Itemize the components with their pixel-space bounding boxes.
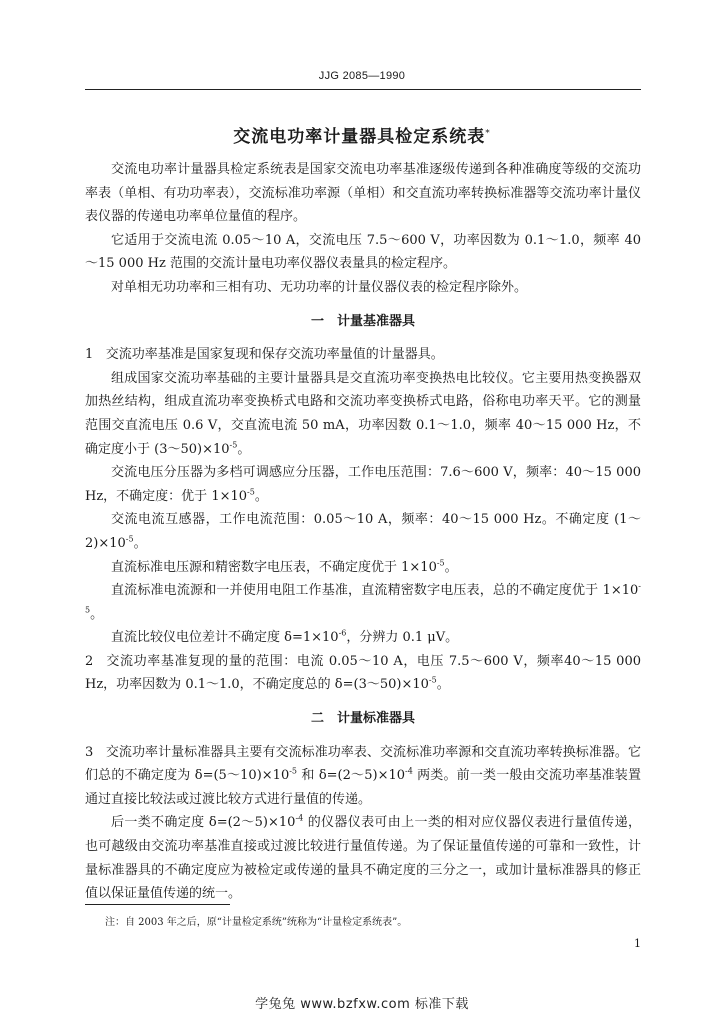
paragraph-current-transformer: 交流电流互感器，工作电流范围：0.05～10 A，频率：40～15 000 Hz。不确定度 $(1\sim 2)\times 10^{-5}$。 — [85, 512, 641, 551]
document-body — [85, 158, 641, 906]
document-title — [0, 122, 724, 147]
clause-1 — [85, 343, 641, 367]
clause-3: 3 交流功率计量标准器具主要有交流标准功率表、交流标准功率源和交直流功率转换标准器。它们总的不确定度为 $\delta=(5\sim 10)\times 10^{-5}$ 和 $\delta=(2\sim 5)\times 10^{-4}$ 两类。前一类一般由交流功率基准装置通过直接比较法或过渡比较方式进行量值的传递。 — [85, 741, 641, 812]
clause-2-number: 2 — [85, 653, 94, 669]
footnote-divider — [85, 904, 230, 905]
header-divider — [85, 89, 641, 90]
paragraph-standard-composition: 组成国家交流功率基础的主要计量器具是交直流功率变换热电比较仪。它主要用热变换器双加热丝结构，组成直流功率变换桥式电路和交流功率变换桥式电路，俗称电功率天平。它的测量范围交直流电压 0.6 V，交直流电流 50 mA，功率因数 0.1～1.0，频率 40～15 000 Hz，不确定度小于 $(3\sim 50)\times 10^{-5}$。 — [85, 370, 641, 457]
paragraph-voltage-divider: 交流电压分压器为多档可调感应分压器，工作电压范围：7.6～600 V，频率：40～15 000 Hz，不确定度：优于 $1\times 10^{-5}$。 — [85, 465, 641, 504]
clause-1-number: 1 — [85, 347, 94, 363]
intro-paragraph-3: 对单相无功功率和三相有功、无功功率的计量仪器仪表的检定程序除外。 — [111, 279, 528, 295]
page-number: 1 — [634, 937, 641, 950]
intro-paragraph-1: 交流电功率计量器具检定系统表是国家交流电功率基准逐级传递到各种准确度等级的交流功率表（单相、有功功率表），交流标准功率源（单相）和交直流功率转换标准器等交流功率计量仪表仪器的传递电功率单位量值的程序。 — [85, 162, 641, 225]
standard-code-header: JJG 2085—1990 — [318, 70, 406, 82]
section-2-heading: 二 计量标准器具 — [310, 711, 415, 727]
paragraph-second-class: 后一类不确定度 $\delta=(2\sim 5)\times 10^{-4}$ 的仪器仪表可由上一类的相对应仪器仪表进行量值传递，也可越级由交流功率基准直接或过渡比较进行量值传递。为了保证量值传递的可靠和一致性，计量标准器具的不确定度应为被检定或传递的量具不确定度的三分之一，或加计量标准器具的修正值以保证量值传递的统一。 — [85, 814, 641, 902]
title-text: 交流电功率计量器具检定系统表 — [233, 127, 486, 147]
title-footnote-mark: * — [485, 128, 491, 139]
intro-paragraph-2: 它适用于交流电流 0.05～10 A，交流电压 7.5～600 V，功率因数为 0.1～1.0，频率 40～15 000 Hz 范围的交流计量电功率仪器仪表量具的检定程序。 — [85, 232, 641, 272]
section-1-heading: 一 计量基准器具 — [310, 313, 415, 329]
clause-2: 2 交流功率基准复现的量的范围：电流 0.05～10 A，电压 7.5～600 V，频率40～15 000 Hz，功率因数为 0.1～1.0，不确定度总的 $\delta=(3\sim 50)\times 10^{-5}$。 — [85, 650, 641, 697]
paragraph-dc-voltage-source: 直流标准电压源和精密数字电压表，不确定度优于 $1\times 10^{-5}$。 — [111, 558, 458, 575]
clause-1-text: 交流功率基准是国家复现和保存交流功率量值的计量器具。 — [105, 347, 444, 363]
paragraph-potentiometer: 直流比较仪电位差计不确定度 $\delta=1\times 10^{-6}$，分辨力 0.1 μV。 — [111, 628, 459, 646]
clause-3-number: 3 — [85, 744, 94, 760]
site-watermark: 学兔兔 www.bzfxw.com 标准下载 — [255, 997, 469, 1012]
paragraph-dc-current-source: 直流标准电流源和一并使用电阻工作基准，直流精密数字电压表，总的不确定度优于 $1\times 10^{-5}$。 — [85, 581, 641, 622]
footnote: 注：自 2003 年之后，原“计量检定系统”统称为“计量检定系统表”。 — [105, 917, 408, 928]
